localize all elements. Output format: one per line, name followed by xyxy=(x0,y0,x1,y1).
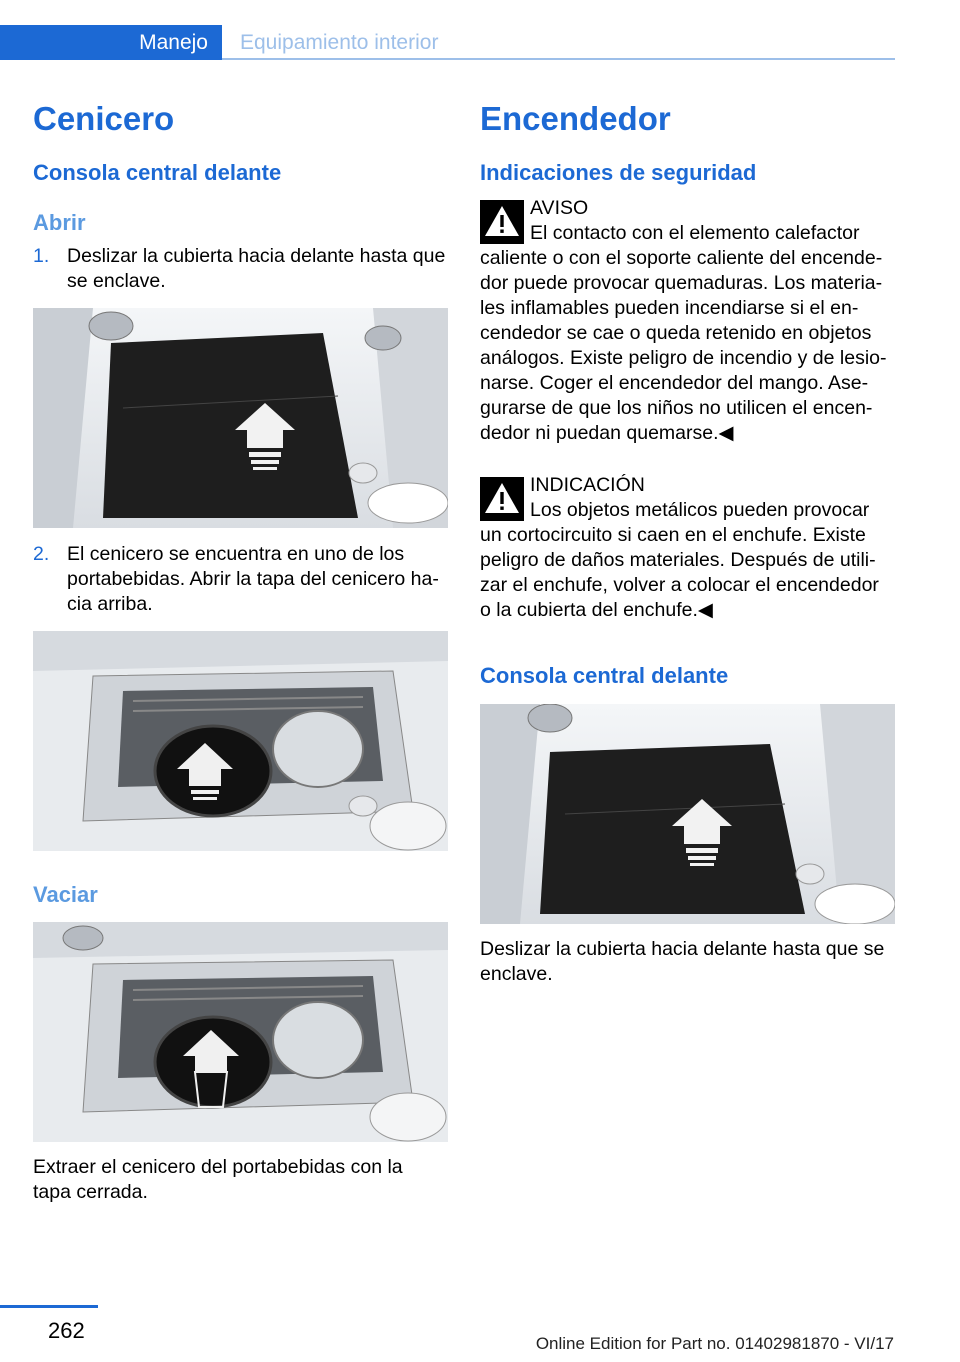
warning-aviso-first-line: El contacto con el elemento calefactor xyxy=(530,222,860,244)
warning-indicacion-first-line: Los objetos metálicos pueden provocar xyxy=(530,499,870,521)
warning-indicacion-text: un cortocircuito si caen en el enchufe. Existe peligro de daños materiales. Después de utili-zar el enchufe, volver a colocar el encendedor o la cubierta del enchufe.◀ xyxy=(480,524,879,621)
cenicero-subtitle: Consola central delante xyxy=(33,160,282,185)
console-heading: Consola central delante xyxy=(480,663,729,688)
abrir-heading: Abrir xyxy=(33,210,86,235)
warning-aviso xyxy=(480,196,895,446)
header-tab-equipamiento[interactable] xyxy=(222,25,895,60)
warning-indicacion-label: INDICACIÓN xyxy=(530,474,645,496)
header-tab-manejo-label: Manejo xyxy=(139,31,208,54)
step-2-text: El cenicero se encuentra en uno de los portabebidas. Abrir la tapa del cenicero ha-cia arriba. xyxy=(67,543,439,615)
step-1 xyxy=(33,244,449,294)
encendedor-title: Encendedor xyxy=(480,100,671,137)
console-text: Deslizar la cubierta hacia delante hasta que se enclave. xyxy=(480,938,885,985)
illustration-ashtray-closed xyxy=(33,922,448,1142)
page-number: 262 xyxy=(48,1318,85,1343)
warning-aviso-label: AVISO xyxy=(530,197,589,219)
warning-indicacion xyxy=(480,473,895,623)
step-1-number: 1. xyxy=(33,245,50,267)
step-1-text: Deslizar la cubierta hacia delante hasta que se enclave. xyxy=(67,245,446,292)
header-tab-manejo[interactable] xyxy=(0,25,222,60)
vaciar-text: Extraer el cenicero del portabebidas con la tapa cerrada. xyxy=(33,1156,403,1203)
footer-rule xyxy=(0,1305,98,1308)
safety-heading: Indicaciones de seguridad xyxy=(480,160,757,185)
cenicero-title: Cenicero xyxy=(33,100,175,137)
warning-triangle-icon xyxy=(480,477,524,521)
illustration-console-cover xyxy=(33,308,448,528)
illustration-ashtray-open xyxy=(33,631,448,851)
warning-aviso-text: caliente o con el soporte caliente del encende-dor puede provocar quemaduras. Los materia-les inflamables pueden incendiarse si el en-cendedor se cae o queda retenido en objetos análogos. Existe peligro de incendio y de lesio-narse. Coger el encendedor del mango. Ase-gurarse de que los niños no utilicen el encen-dedor ni puedan quemarse.◀ xyxy=(480,247,887,444)
header-tab-equipamiento-label: Equipamiento interior xyxy=(240,31,439,54)
illustration-lighter-cover xyxy=(480,704,895,924)
edition-text: Online Edition for Part no. 01402981870 - VI/17 xyxy=(535,1334,894,1353)
step-2 xyxy=(33,542,449,617)
vaciar-heading: Vaciar xyxy=(33,882,98,907)
step-2-number: 2. xyxy=(33,543,50,565)
warning-triangle-icon xyxy=(480,200,524,244)
